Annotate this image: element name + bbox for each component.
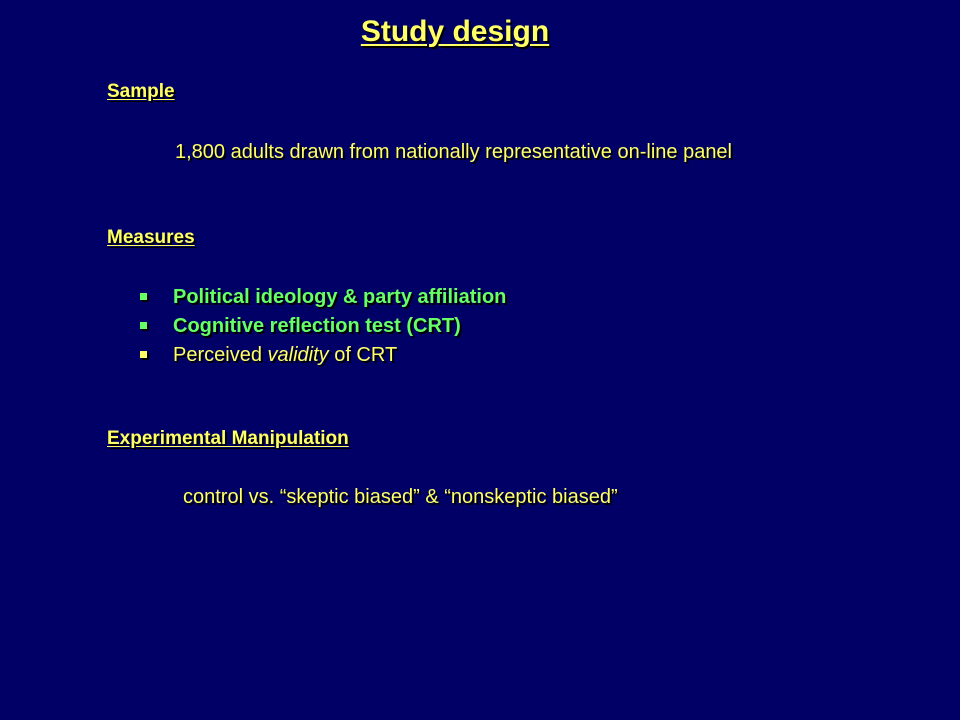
sample-text: 1,800 adults drawn from nationally representative on-line panel xyxy=(175,141,733,163)
measure-item-crt xyxy=(140,311,506,340)
square-bullet-icon xyxy=(140,322,147,329)
measure-item-label: Perceived validity of CRT xyxy=(173,343,398,366)
measures-heading: Measures xyxy=(107,227,195,248)
measure-item-label: Cognitive reflection test (CRT) xyxy=(173,314,461,337)
measures-list xyxy=(140,282,506,369)
measure-item-label: Political ideology & party affiliation xyxy=(173,285,507,308)
slide-title: Study design xyxy=(360,15,550,48)
measure-item-ideology xyxy=(140,282,506,311)
validity-emphasis: validity xyxy=(267,343,329,366)
manipulation-heading: Experimental Manipulation xyxy=(107,428,349,449)
square-bullet-icon xyxy=(140,293,147,300)
measure-item-validity xyxy=(140,340,506,369)
sample-heading: Sample xyxy=(107,81,175,102)
manipulation-text: control vs. “skeptic biased” & “nonskeptic biased” xyxy=(183,486,618,508)
square-bullet-icon xyxy=(140,351,147,358)
